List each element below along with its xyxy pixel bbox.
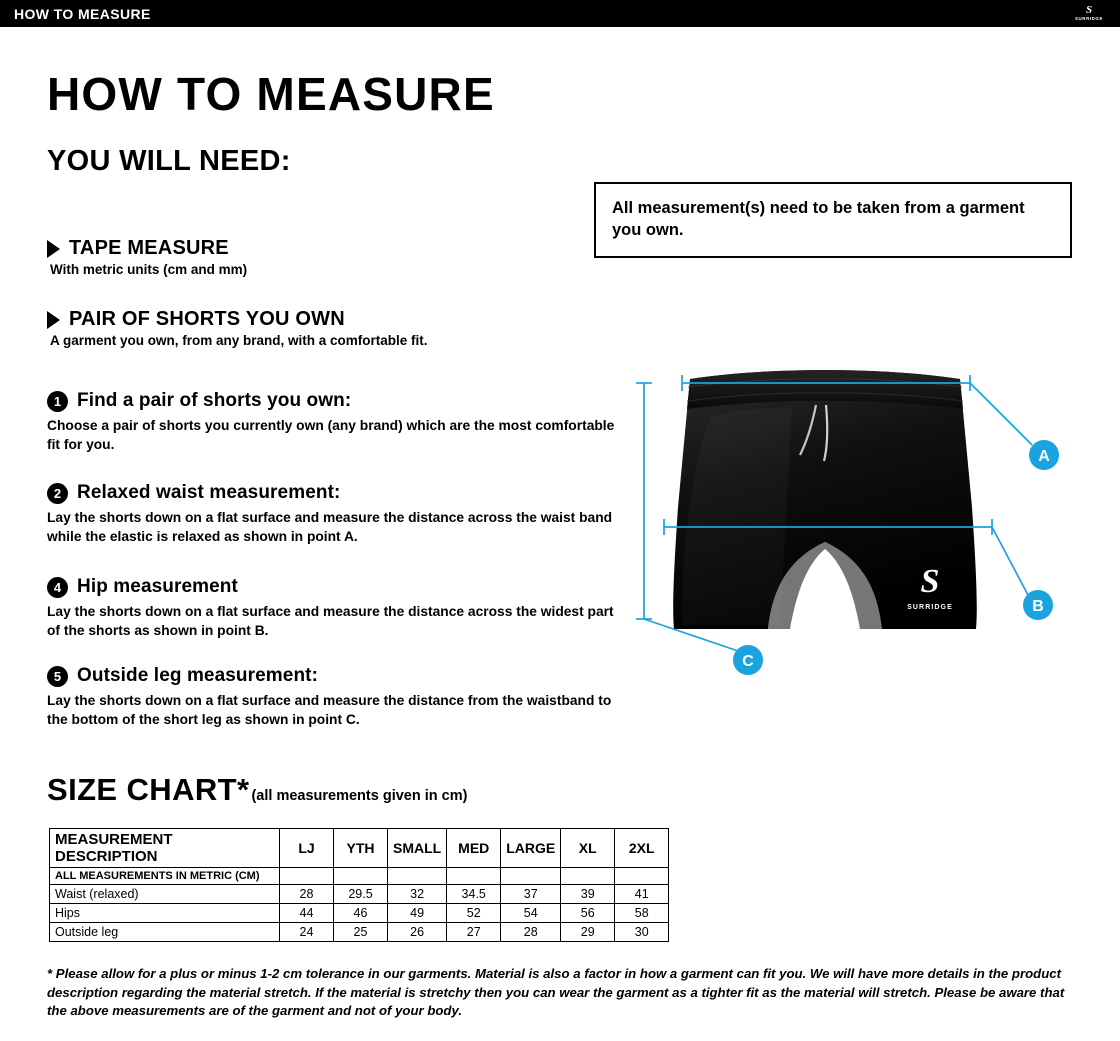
step-number-badge: 5 [47, 666, 68, 687]
cell: 25 [334, 923, 388, 942]
cell: 28 [280, 885, 334, 904]
cell: 56 [561, 904, 615, 923]
cell: 39 [561, 885, 615, 904]
need-item-tape-measure [47, 237, 247, 277]
step-5 [47, 665, 622, 729]
brand-logo-name: SURRIDGE [1075, 16, 1103, 22]
step-body: Lay the shorts down on a flat surface and measure the distance from the waistband to the bottom of the short leg as shown in point C. [47, 693, 612, 727]
step-number-badge: 2 [47, 483, 68, 504]
column-header-lj: LJ [280, 829, 334, 868]
marker-b [1023, 590, 1053, 620]
cell: 27 [447, 923, 501, 942]
cell [388, 868, 447, 885]
table-row [50, 923, 669, 942]
step-1 [47, 390, 622, 454]
size-chart-heading [47, 772, 467, 808]
marker-c [733, 645, 763, 675]
section-heading-you-will-need: YOU WILL NEED: [47, 145, 291, 177]
column-header-description: MEASUREMENT DESCRIPTION [50, 829, 280, 868]
need-item-label: PAIR OF SHORTS YOU OWN [69, 308, 345, 330]
row-label-outside-leg: Outside leg [50, 923, 280, 942]
cell: 32 [388, 885, 447, 904]
cell: 44 [280, 904, 334, 923]
table-row [50, 885, 669, 904]
step-title: Hip measurement [77, 576, 238, 597]
cell: 37 [501, 885, 561, 904]
cell: 49 [388, 904, 447, 923]
top-bar [0, 0, 1120, 27]
triangle-bullet-icon [47, 240, 60, 258]
cell: 41 [615, 885, 669, 904]
svg-text:SURRIDGE: SURRIDGE [907, 604, 953, 611]
triangle-bullet-icon [47, 311, 60, 329]
svg-text:A: A [1038, 448, 1050, 465]
cell [615, 868, 669, 885]
cell [561, 868, 615, 885]
column-header-small: SMALL [388, 829, 447, 868]
cell [334, 868, 388, 885]
table-header-row [50, 829, 669, 868]
cell [447, 868, 501, 885]
brand-logo [1066, 1, 1112, 26]
step-2 [47, 482, 622, 546]
column-header-large: LARGE [501, 829, 561, 868]
size-chart-note: (all measurements given in cm) [251, 788, 468, 804]
step-body: Lay the shorts down on a flat surface and measure the distance across the widest part of the shorts as shown in point B. [47, 604, 614, 638]
table-row [50, 904, 669, 923]
cell: 30 [615, 923, 669, 942]
cell: 29 [561, 923, 615, 942]
column-header-med: MED [447, 829, 501, 868]
cell [501, 868, 561, 885]
cell: 28 [501, 923, 561, 942]
size-chart-table [49, 828, 669, 942]
step-number-badge: 4 [47, 577, 68, 598]
svg-text:S: S [920, 563, 940, 600]
step-4 [47, 576, 622, 640]
brand-logo-mark: S [1085, 4, 1093, 17]
cell [280, 868, 334, 885]
top-bar-title: HOW TO MEASURE [14, 5, 151, 22]
shorts-illustration-svg [620, 357, 1090, 687]
cell: 29.5 [334, 885, 388, 904]
callout-box [594, 182, 1072, 258]
shorts-diagram [620, 357, 1090, 687]
page-title: HOW TO MEASURE [47, 68, 495, 120]
need-item-shorts [47, 308, 428, 348]
need-item-sub: With metric units (cm and mm) [50, 262, 248, 277]
bottom-rule [0, 24, 1120, 27]
svg-text:C: C [742, 653, 754, 670]
callout-text: All measurement(s) need to be taken from a garment you own. [612, 199, 1025, 240]
step-body: Lay the shorts down on a flat surface and measure the distance across the waist band while the elastic is relaxed as shown in point A. [47, 510, 613, 544]
size-chart-title: SIZE CHART* [47, 772, 250, 807]
row-label-hips: Hips [50, 904, 280, 923]
svg-text:B: B [1032, 598, 1044, 615]
step-body: Choose a pair of shorts you currently own (any brand) which are the most comfortable fit for you. [47, 418, 615, 452]
cell: 26 [388, 923, 447, 942]
need-item-label: TAPE MEASURE [69, 237, 229, 259]
metric-note-cell: ALL MEASUREMENTS IN METRIC (CM) [50, 868, 280, 885]
step-title: Outside leg measurement: [77, 665, 319, 686]
need-item-sub: A garment you own, from any brand, with a comfortable fit. [50, 333, 428, 348]
cell: 24 [280, 923, 334, 942]
column-header-2xl: 2XL [615, 829, 669, 868]
row-label-waist: Waist (relaxed) [50, 885, 280, 904]
column-header-yth: YTH [334, 829, 388, 868]
footnote-text: * Please allow for a plus or minus 1-2 cm tolerance in our garments. Material is also a factor in how a garment can fit you. We will have more details in the product description regarding the material stretch. If the material is stretchy then you can wear the garment as a tighter fit as the material will stretch. Please be aware that the above measurements are of the garment and not of your body. [47, 966, 1065, 1019]
step-title: Find a pair of shorts you own: [77, 390, 352, 411]
marker-a [1029, 440, 1059, 470]
cell: 58 [615, 904, 669, 923]
column-header-xl: XL [561, 829, 615, 868]
cell: 52 [447, 904, 501, 923]
table-row [50, 868, 669, 885]
cell: 46 [334, 904, 388, 923]
cell: 54 [501, 904, 561, 923]
step-number-badge: 1 [47, 391, 68, 412]
cell: 34.5 [447, 885, 501, 904]
step-title: Relaxed waist measurement: [77, 482, 341, 503]
